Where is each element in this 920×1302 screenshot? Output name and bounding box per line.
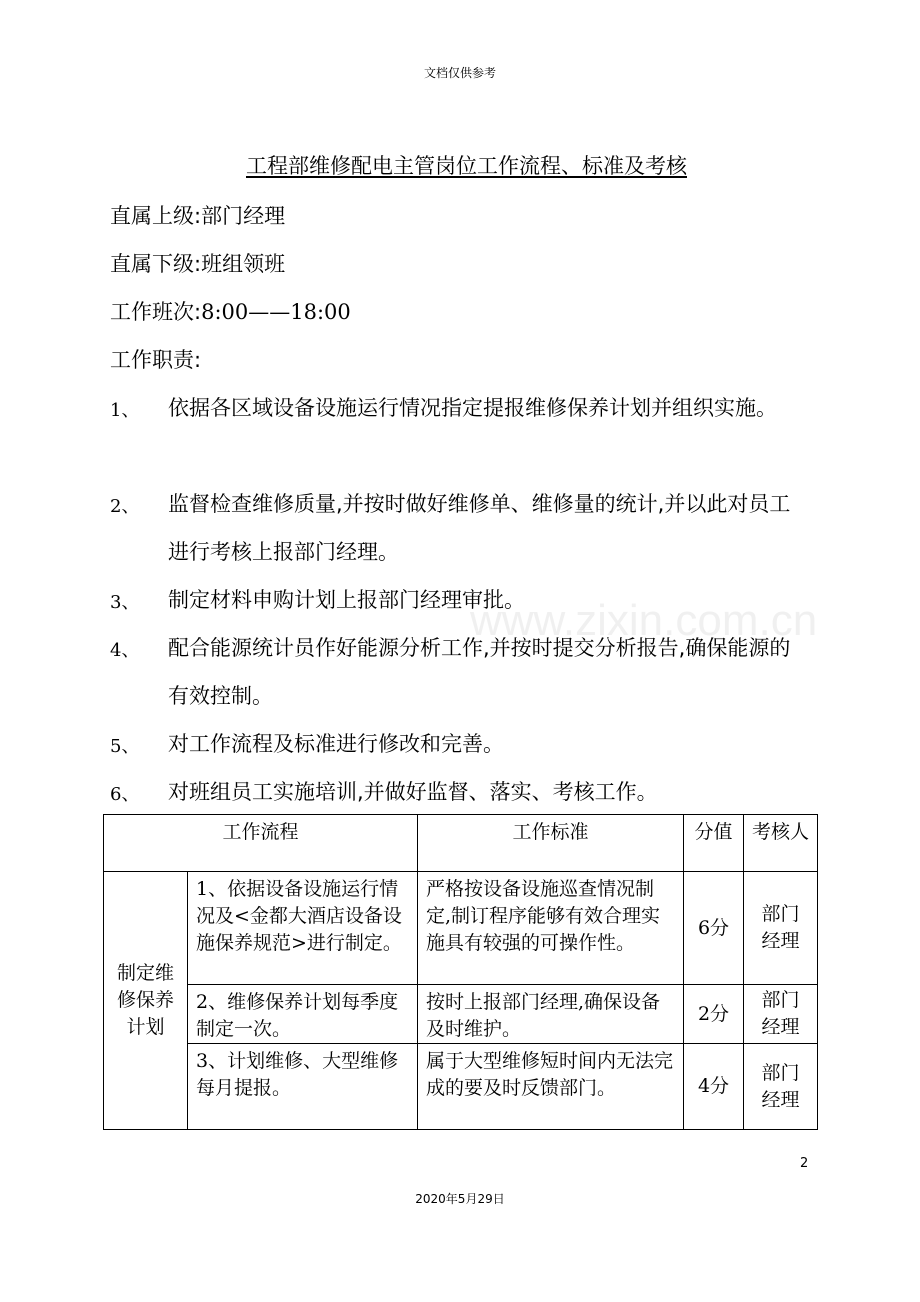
duty-text: 配合能源统计员作好能源分析工作,并按时提交分析报告,确保能源的有效控制。 bbox=[168, 636, 791, 708]
table-row bbox=[104, 872, 818, 985]
header-note: 文档仅供参考 bbox=[423, 66, 496, 80]
table-row bbox=[104, 985, 818, 1044]
document-title: 工程部维修配电主管岗位工作流程、标准及考核 bbox=[246, 154, 687, 178]
duty-text: 制定材料申购计划上报部门经理审批。 bbox=[168, 588, 525, 612]
assessor-cell: 部门经理 bbox=[744, 1044, 818, 1130]
superior-label: 直属上级: bbox=[110, 204, 202, 228]
duty-number: 4、 bbox=[110, 640, 140, 661]
duty-number: 1、 bbox=[110, 400, 140, 421]
standard-cell: 按时上报部门经理,确保设备及时维护。 bbox=[418, 985, 684, 1044]
assessor-cell: 部门经理 bbox=[744, 985, 818, 1044]
duty-number: 6、 bbox=[110, 784, 140, 805]
subordinate-value: 班组领班 bbox=[201, 252, 286, 276]
standard-cell: 属于大型维修短时间内无法完成的要及时反馈部门。 bbox=[418, 1044, 684, 1130]
footer-date: 2020年5月29日 bbox=[415, 1192, 505, 1206]
score-cell: 2分 bbox=[684, 985, 744, 1044]
duty-number: 5、 bbox=[110, 736, 140, 757]
duties-label: 工作职责: bbox=[110, 348, 202, 372]
page-number: 2 bbox=[800, 1156, 809, 1171]
header-standard: 工作标准 bbox=[418, 815, 684, 872]
shift-value: 8:00——18:00 bbox=[201, 300, 351, 324]
score-cell: 6分 bbox=[684, 872, 744, 985]
info-superior bbox=[110, 200, 285, 230]
shift-label: 工作班次: bbox=[110, 300, 202, 324]
standard-cell: 严格按设备设施巡查情况制定,制订程序能够有效合理实施具有较强的可操作性。 bbox=[418, 872, 684, 985]
subordinate-label: 直属下级: bbox=[110, 252, 202, 276]
duty-text: 对班组员工实施培训,并做好监督、落实、考核工作。 bbox=[168, 780, 658, 804]
watermark: www.zixin.com.cn bbox=[470, 596, 818, 645]
duty-text: 依据各区域设备设施运行情况指定提报维修保养计划并组织实施。 bbox=[168, 396, 777, 420]
duty-text: 监督检查维修质量,并按时做好维修单、维修量的统计,并以此对员工进行考核上报部门经理。 bbox=[168, 492, 791, 564]
superior-value: 部门经理 bbox=[201, 204, 286, 228]
header-assessor: 考核人 bbox=[744, 815, 818, 872]
table-row bbox=[104, 1044, 818, 1130]
duty-text: 对工作流程及标准进行修改和完善。 bbox=[168, 732, 504, 756]
process-cell: 2、维修保养计划每季度制定一次。 bbox=[188, 985, 418, 1044]
info-subordinate bbox=[110, 248, 285, 278]
table-header-row bbox=[104, 815, 818, 872]
process-cell: 3、计划维修、大型维修每月提报。 bbox=[188, 1044, 418, 1130]
score-cell: 4分 bbox=[684, 1044, 744, 1130]
header-process: 工作流程 bbox=[104, 815, 418, 872]
header-score: 分值 bbox=[684, 815, 744, 872]
duty-number: 3、 bbox=[110, 592, 140, 613]
process-cell: 1、依据设备设施运行情况及<金都大酒店设备设施保养规范>进行制定。 bbox=[188, 872, 418, 985]
assessor-cell: 部门经理 bbox=[744, 872, 818, 985]
duty-number: 2、 bbox=[110, 496, 140, 517]
standards-table bbox=[103, 814, 818, 1130]
info-shift bbox=[110, 296, 351, 326]
group-label: 制定维修保养计划 bbox=[104, 872, 188, 1130]
